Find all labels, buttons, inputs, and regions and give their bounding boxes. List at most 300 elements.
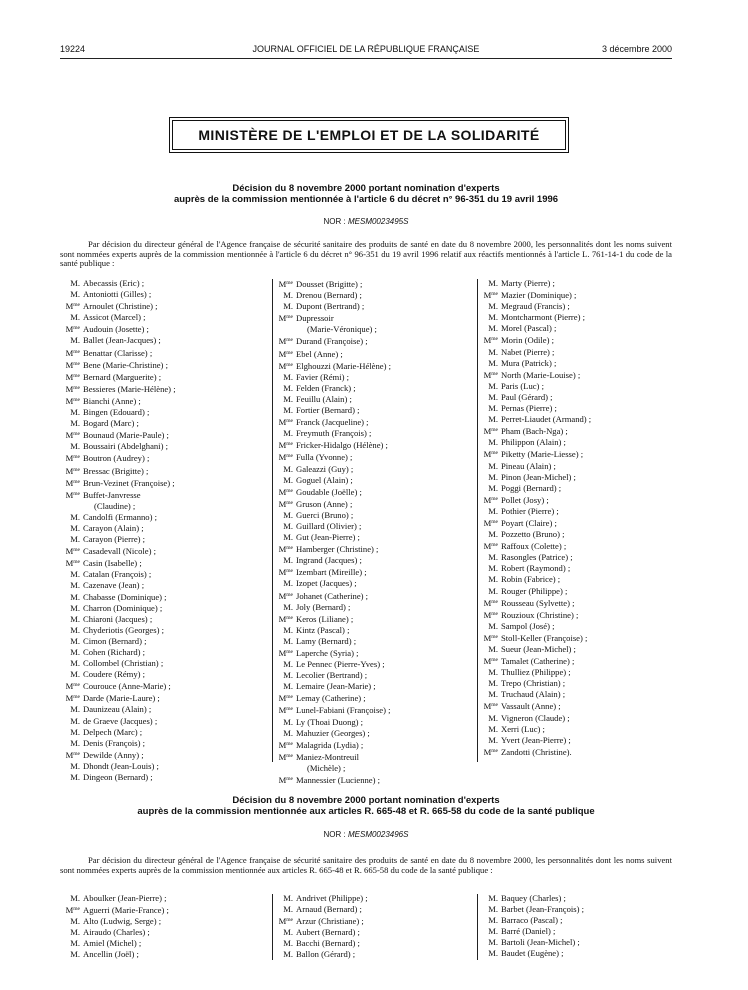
- expert-name: Rouzioux (Christine) ;: [501, 609, 579, 620]
- expert-entry: [478, 700, 678, 712]
- expert-entry: [273, 416, 478, 428]
- expert-name: (Marie-Véronique) ;: [307, 324, 377, 335]
- expert-entry: [60, 738, 270, 749]
- expert-name: Elghouzzi (Marie-Hélène) ;: [296, 360, 391, 371]
- expert-entry: [60, 580, 270, 591]
- expert-entry: [273, 949, 478, 960]
- expert-entry: [273, 301, 478, 312]
- expert-name: Nabet (Pierre) ;: [501, 346, 555, 357]
- expert-name: Ballon (Gérard) ;: [296, 949, 356, 960]
- expert-entry: [273, 904, 478, 915]
- expert-name: Baudet (Eugène) ;: [501, 948, 564, 959]
- civility-title: $M^{me}$: [65, 359, 80, 370]
- expert-name: Chiaroni (Jacques) ;: [83, 613, 153, 624]
- civility-title: $M^{me}$: [278, 486, 293, 497]
- expert-entry: [60, 545, 270, 557]
- expert-name: Kintz (Pascal) ;: [296, 624, 350, 635]
- decision-2-column-1: [60, 893, 270, 961]
- expert-name: Mannessier (Lucienne) ;: [296, 775, 380, 786]
- civility-title: M.: [488, 323, 498, 334]
- expert-entry: [273, 405, 478, 416]
- civility-title: M.: [283, 371, 293, 382]
- civility-title: M.: [488, 346, 498, 357]
- expert-entry: [478, 746, 678, 758]
- civility-title: M.: [488, 926, 498, 937]
- civility-title: $M^{me}$: [278, 348, 293, 359]
- decision-2-paragraph-text: Par décision du directeur général de l'Agence française de sécurité sanitaire des produits de santé en date du 8 novembre 2000, les personnalités dont les noms suivent sont nommées experts auprès de la commission mentionnée aux articles R. 665-48 et R. 665-58 du code de la santé publique :: [60, 855, 672, 875]
- expert-name: Benattar (Clarisse) ;: [83, 347, 153, 358]
- civility-title: M.: [283, 393, 293, 404]
- expert-entry: [60, 501, 270, 512]
- expert-name: Thulliez (Philippe) ;: [501, 667, 571, 678]
- civility-title: $M^{me}$: [483, 701, 498, 712]
- civility-title: M.: [283, 893, 293, 903]
- expert-name: Lemay (Catherine) ;: [296, 693, 366, 704]
- civility-title: M.: [283, 659, 293, 670]
- expert-entry: [60, 465, 270, 477]
- civility-title: M.: [283, 938, 293, 949]
- nor-code: MESM0023495S: [347, 217, 409, 226]
- civility-title: M.: [70, 949, 80, 960]
- decision-1-column-3: [478, 278, 678, 758]
- civility-title: M.: [283, 532, 293, 543]
- civility-title: $M^{me}$: [65, 693, 80, 704]
- expert-name: Guillard (Olivier) ;: [296, 520, 362, 531]
- civility-title: M.: [488, 380, 498, 391]
- civility-title: $M^{me}$: [278, 417, 293, 428]
- expert-name: Barré (Daniel) ;: [501, 926, 556, 937]
- civility-title: M.: [70, 635, 80, 646]
- expert-entry: [478, 904, 678, 915]
- civility-title: $M^{me}$: [65, 301, 80, 312]
- civility-title: M.: [70, 534, 80, 545]
- expert-entry: [60, 383, 270, 395]
- decision-1-title-line-1: Décision du 8 novembre 2000 portant nomination d'experts: [232, 183, 500, 194]
- expert-name: Bressac (Brigitte) ;: [83, 465, 149, 476]
- civility-title: M.: [488, 357, 498, 368]
- expert-entry: [478, 655, 678, 667]
- civility-title: $M^{me}$: [483, 656, 498, 667]
- expert-entry: [478, 597, 678, 609]
- civility-title: M.: [70, 927, 80, 938]
- expert-entry: [478, 632, 678, 644]
- expert-name: Vassault (Anne) ;: [501, 701, 561, 712]
- civility-title: M.: [70, 669, 80, 680]
- expert-name: Dupressoir: [296, 313, 334, 324]
- expert-name: Izembart (Mireille) ;: [296, 567, 367, 578]
- civility-title: $M^{me}$: [483, 369, 498, 380]
- expert-entry: [60, 441, 270, 452]
- expert-entry: [273, 428, 478, 439]
- civility-title: M.: [70, 602, 80, 613]
- expert-name: Amiel (Michel) ;: [83, 938, 142, 949]
- expert-name: Felden (Franck) ;: [296, 382, 356, 393]
- expert-name: Fortier (Bernard) ;: [296, 405, 360, 416]
- expert-name: Pollet (Josy) ;: [501, 494, 549, 505]
- civility-title: M.: [488, 505, 498, 516]
- expert-name: Montcharmont (Pierre) ;: [501, 312, 586, 323]
- expert-entry: [60, 359, 270, 371]
- expert-entry: [273, 670, 478, 681]
- civility-title: $M^{me}$: [483, 597, 498, 608]
- expert-entry: [478, 312, 678, 323]
- civility-title: M.: [70, 511, 80, 522]
- expert-name: Pineau (Alain) ;: [501, 460, 556, 471]
- expert-name: Chyderiotis (Georges) ;: [83, 624, 164, 635]
- civility-title: M.: [488, 893, 498, 903]
- expert-name: Rousseau (Sylvette) ;: [501, 597, 575, 608]
- civility-title: M.: [488, 644, 498, 654]
- expert-entry: [273, 290, 478, 301]
- expert-name: Delpech (Marc) ;: [83, 726, 143, 737]
- civility-title: $M^{me}$: [65, 905, 80, 916]
- expert-entry: [60, 636, 270, 647]
- expert-entry: [478, 678, 678, 689]
- expert-entry: [478, 323, 678, 334]
- expert-name: Stoll-Keller (Françoise) ;: [501, 632, 588, 643]
- expert-name: (Michèle) ;: [307, 762, 346, 773]
- civility-title: $M^{me}$: [278, 313, 293, 324]
- expert-name: Goguel (Alain) ;: [296, 474, 353, 485]
- expert-name: Favier (Rémi) ;: [296, 371, 349, 382]
- civility-title: $M^{me}$: [65, 371, 80, 382]
- civility-title: M.: [283, 428, 293, 439]
- expert-name: Bingen (Edouard) ;: [83, 407, 150, 418]
- expert-entry: [273, 510, 478, 521]
- page-header: [60, 44, 672, 58]
- civility-title: M.: [70, 613, 80, 624]
- civility-title: M.: [70, 522, 80, 533]
- decision-2-paragraph: [60, 856, 672, 875]
- expert-name: Keros (Liliane) ;: [296, 613, 354, 624]
- expert-name: Coudere (Rémy) ;: [83, 669, 146, 680]
- expert-name: Bartoli (Jean-Michel) ;: [501, 937, 580, 948]
- expert-name: Paul (Gérard) ;: [501, 391, 553, 402]
- civility-title: M.: [283, 670, 293, 681]
- expert-entry: [273, 312, 478, 324]
- expert-name: Catalan (François) ;: [83, 569, 152, 580]
- civility-title: M.: [488, 437, 498, 448]
- civility-title: $M^{me}$: [278, 693, 293, 704]
- expert-entry: [478, 713, 678, 724]
- expert-name: Boutron (Audrey) ;: [83, 453, 150, 464]
- civility-title: M.: [283, 949, 293, 960]
- civility-title: M.: [70, 580, 80, 591]
- expert-entry: [60, 749, 270, 761]
- expert-name: Darde (Marie-Laure) ;: [83, 693, 160, 704]
- expert-entry: [478, 289, 678, 301]
- expert-entry: [60, 489, 270, 501]
- expert-name: Courouce (Anne-Marie) ;: [83, 681, 171, 692]
- column-divider: [477, 279, 478, 762]
- expert-entry: [478, 915, 678, 926]
- expert-name: Candolfi (Ermanno) ;: [83, 511, 157, 522]
- expert-name: Morel (Pascal) ;: [501, 323, 557, 334]
- expert-entry: [60, 557, 270, 569]
- expert-name: Bessieres (Marie-Hélène) ;: [83, 383, 176, 394]
- expert-entry: [60, 669, 270, 680]
- expert-name: Dingeon (Bernard) ;: [83, 772, 153, 783]
- expert-name: Pothier (Pierre) ;: [501, 505, 559, 516]
- expert-name: Megraud (Francis) ;: [501, 301, 570, 312]
- decision-1-column-2: [273, 278, 478, 786]
- expert-entry: [60, 407, 270, 418]
- expert-name: Denis (François) ;: [83, 737, 146, 748]
- expert-name: Goudable (Joëlle) ;: [296, 486, 362, 497]
- expert-name: Pernas (Pierre) ;: [501, 403, 557, 414]
- expert-name: Dewilde (Anny) ;: [83, 749, 144, 760]
- civility-title: M.: [70, 772, 80, 783]
- expert-name: Zandotti (Christine).: [501, 746, 572, 757]
- civility-title: M.: [283, 601, 293, 612]
- civility-title: M.: [283, 681, 293, 692]
- expert-entry: [478, 735, 678, 746]
- expert-entry: [478, 517, 678, 529]
- expert-entry: [478, 506, 678, 517]
- civility-title: M.: [70, 938, 80, 949]
- expert-entry: [478, 948, 678, 959]
- expert-name: de Graeve (Jacques) ;: [83, 715, 158, 726]
- expert-entry: [478, 563, 678, 574]
- civility-title: $M^{me}$: [278, 705, 293, 716]
- expert-entry: [273, 704, 478, 716]
- expert-entry: [60, 647, 270, 658]
- civility-title: M.: [488, 937, 498, 948]
- expert-entry: [60, 523, 270, 534]
- civility-title: M.: [488, 471, 498, 482]
- expert-name: Charron (Dominique) ;: [83, 602, 163, 613]
- expert-entry: [273, 278, 478, 290]
- civility-title: M.: [488, 529, 498, 540]
- civility-title: M.: [488, 574, 498, 585]
- civility-title: $M^{me}$: [65, 430, 80, 441]
- expert-entry: [60, 603, 270, 614]
- expert-entry: [60, 614, 270, 625]
- expert-name: Airaudo (Charles) ;: [83, 927, 150, 938]
- expert-entry: [273, 590, 478, 602]
- civility-title: M.: [488, 403, 498, 414]
- expert-name: Mahuzier (Georges) ;: [296, 727, 370, 738]
- civility-title: M.: [70, 658, 80, 669]
- civility-title: M.: [70, 591, 80, 602]
- expert-name: Cimon (Bernard) ;: [83, 635, 147, 646]
- civility-title: $M^{me}$: [278, 452, 293, 463]
- expert-entry: [273, 464, 478, 475]
- expert-name: Mura (Patrick) ;: [501, 357, 557, 368]
- civility-title: $M^{me}$: [278, 775, 293, 786]
- expert-entry: [273, 555, 478, 566]
- expert-entry: [273, 938, 478, 949]
- expert-entry: [478, 369, 678, 381]
- expert-entry: [273, 335, 478, 347]
- expert-entry: [273, 348, 478, 360]
- civility-title: $M^{me}$: [278, 916, 293, 927]
- expert-entry: [273, 394, 478, 405]
- expert-entry: [478, 483, 678, 494]
- expert-name: (Claudine) ;: [94, 500, 136, 511]
- expert-entry: [273, 751, 478, 763]
- expert-name: Gruson (Anne) ;: [296, 498, 353, 509]
- civility-title: M.: [70, 569, 80, 580]
- civility-title: M.: [70, 726, 80, 737]
- column-divider: [272, 279, 273, 762]
- civility-title: M.: [283, 716, 293, 727]
- civility-title: M.: [488, 620, 498, 631]
- civility-title: M.: [488, 278, 498, 288]
- expert-entry: [60, 716, 270, 727]
- expert-name: Robin (Fabrice) ;: [501, 574, 561, 585]
- expert-name: Ancellin (Joël) ;: [83, 949, 139, 960]
- civility-title: $M^{me}$: [65, 558, 80, 569]
- civility-title: $M^{me}$: [65, 749, 80, 760]
- civility-title: $M^{me}$: [65, 347, 80, 358]
- civility-title: $M^{me}$: [65, 477, 80, 488]
- expert-name: Perret-Liaudet (Armand) ;: [501, 414, 592, 425]
- civility-title: M.: [70, 312, 80, 323]
- expert-name: Collombel (Christian) ;: [83, 658, 164, 669]
- nor-label: NOR :: [323, 830, 346, 839]
- expert-entry: [478, 644, 678, 655]
- issue-date: 3 décembre 2000: [601, 44, 672, 54]
- civility-title: M.: [70, 647, 80, 657]
- header-rule: [60, 58, 672, 59]
- expert-entry: [60, 278, 270, 289]
- expert-entry: [273, 566, 478, 578]
- decision-2-nor: [60, 830, 672, 839]
- expert-entry: [273, 578, 478, 589]
- expert-name: Assicot (Marcel) ;: [83, 312, 146, 323]
- civility-title: M.: [283, 474, 293, 485]
- civility-title: M.: [488, 678, 498, 689]
- nor-label: NOR :: [323, 217, 346, 226]
- expert-name: Ebel (Anne) ;: [296, 348, 343, 359]
- expert-name: Marty (Pierre) ;: [501, 278, 555, 288]
- expert-entry: [478, 347, 678, 358]
- decision-2-column-3: [478, 893, 678, 960]
- expert-name: Brun-Vezinet (Françoise) ;: [83, 477, 175, 488]
- expert-entry: [478, 414, 678, 425]
- civility-title: $M^{me}$: [483, 335, 498, 346]
- expert-entry: [60, 347, 270, 359]
- civility-title: M.: [283, 578, 293, 589]
- expert-name: Bene (Marie-Christine) ;: [83, 359, 168, 370]
- expert-entry: [273, 486, 478, 498]
- expert-entry: [478, 381, 678, 392]
- decision-2-title-line-2: auprès de la commission mentionnée aux articles R. 665-48 et R. 665-58 du code de la santé publique: [137, 806, 595, 817]
- civility-title: $M^{me}$: [278, 360, 293, 371]
- expert-entry: [273, 613, 478, 625]
- expert-entry: [60, 772, 270, 783]
- civility-title: $M^{me}$: [278, 279, 293, 289]
- civility-title: M.: [70, 704, 80, 715]
- expert-name: Morin (Odile) ;: [501, 335, 554, 346]
- expert-name: Lemaire (Jean-Marie) ;: [296, 681, 376, 692]
- expert-entry: [60, 395, 270, 407]
- expert-entry: [273, 659, 478, 670]
- expert-name: Yvert (Jean-Pierre) ;: [501, 734, 571, 745]
- expert-entry: [273, 692, 478, 704]
- expert-entry: [60, 452, 270, 464]
- expert-entry: [273, 451, 478, 463]
- civility-title: M.: [70, 916, 80, 927]
- civility-title: M.: [70, 441, 80, 452]
- page-number: 19224: [60, 44, 86, 54]
- civility-title: $M^{me}$: [278, 590, 293, 601]
- expert-entry: [60, 704, 270, 715]
- expert-entry: [60, 592, 270, 603]
- expert-entry: [60, 938, 270, 949]
- civility-title: M.: [70, 760, 80, 771]
- expert-entry: [60, 692, 270, 704]
- civility-title: M.: [488, 460, 498, 471]
- civility-title: $M^{me}$: [483, 517, 498, 528]
- expert-name: North (Marie-Louise) ;: [501, 369, 581, 380]
- civility-title: M.: [283, 382, 293, 393]
- expert-name: Maniez-Montreuil: [296, 751, 360, 762]
- expert-name: Poggi (Bernard) ;: [501, 482, 562, 493]
- expert-name: Izopet (Jacques) ;: [296, 578, 357, 589]
- expert-name: Bogard (Marc) ;: [83, 418, 139, 429]
- civility-title: M.: [283, 624, 293, 635]
- expert-entry: [478, 586, 678, 597]
- expert-name: Fricker-Hidalgo (Hélène) ;: [296, 440, 388, 451]
- expert-name: Chabasse (Dominique) ;: [83, 591, 167, 602]
- expert-entry: [478, 301, 678, 312]
- expert-name: Rouger (Philippe) ;: [501, 585, 568, 596]
- civility-title: $M^{me}$: [483, 290, 498, 301]
- expert-name: Gut (Jean-Pierre) ;: [296, 532, 360, 543]
- expert-entry: [273, 774, 478, 786]
- civility-title: $M^{me}$: [278, 336, 293, 347]
- expert-entry: [60, 893, 270, 904]
- expert-entry: [273, 893, 478, 904]
- civility-title: $M^{me}$: [65, 681, 80, 692]
- decision-1-title-line-2: auprès de la commission mentionnée à l'article 6 du décret n° 96-351 du 19 avril 1996: [173, 194, 559, 205]
- civility-title: M.: [70, 737, 80, 748]
- civility-title: M.: [488, 667, 498, 678]
- expert-entry: [478, 893, 678, 904]
- expert-name: Raffoux (Colette) ;: [501, 541, 567, 552]
- expert-entry: [478, 425, 678, 437]
- civility-title: M.: [488, 482, 498, 493]
- expert-entry: [273, 324, 478, 335]
- expert-entry: [273, 372, 478, 383]
- expert-entry: [273, 439, 478, 451]
- civility-title: M.: [70, 335, 80, 346]
- expert-entry: [273, 360, 478, 372]
- expert-entry: [478, 574, 678, 585]
- expert-entry: [273, 636, 478, 647]
- civility-title: $M^{me}$: [65, 324, 80, 335]
- expert-entry: [273, 927, 478, 938]
- expert-name: Philippon (Alain) ;: [501, 437, 566, 448]
- civility-title: M.: [283, 927, 293, 938]
- expert-name: Franck (Jacqueline) ;: [296, 417, 369, 428]
- expert-entry: [60, 289, 270, 300]
- expert-name: Paris (Luc) ;: [501, 380, 544, 391]
- expert-name: Audouin (Josette) ;: [83, 324, 149, 335]
- civility-title: M.: [488, 552, 498, 563]
- expert-name: Arzur (Christiane) ;: [296, 916, 364, 927]
- expert-name: Buffet-Janvresse: [83, 489, 141, 500]
- expert-name: Ly (Thoai Duong) ;: [296, 716, 364, 727]
- expert-entry: [273, 475, 478, 486]
- expert-entry: [478, 621, 678, 632]
- expert-name: Trepo (Christian) ;: [501, 678, 566, 689]
- ministry-banner: MINISTÈRE DE L'EMPLOI ET DE LA SOLIDARITÉ: [172, 120, 566, 150]
- expert-name: Pham (Bach-Nga) ;: [501, 426, 568, 437]
- civility-title: M.: [283, 405, 293, 416]
